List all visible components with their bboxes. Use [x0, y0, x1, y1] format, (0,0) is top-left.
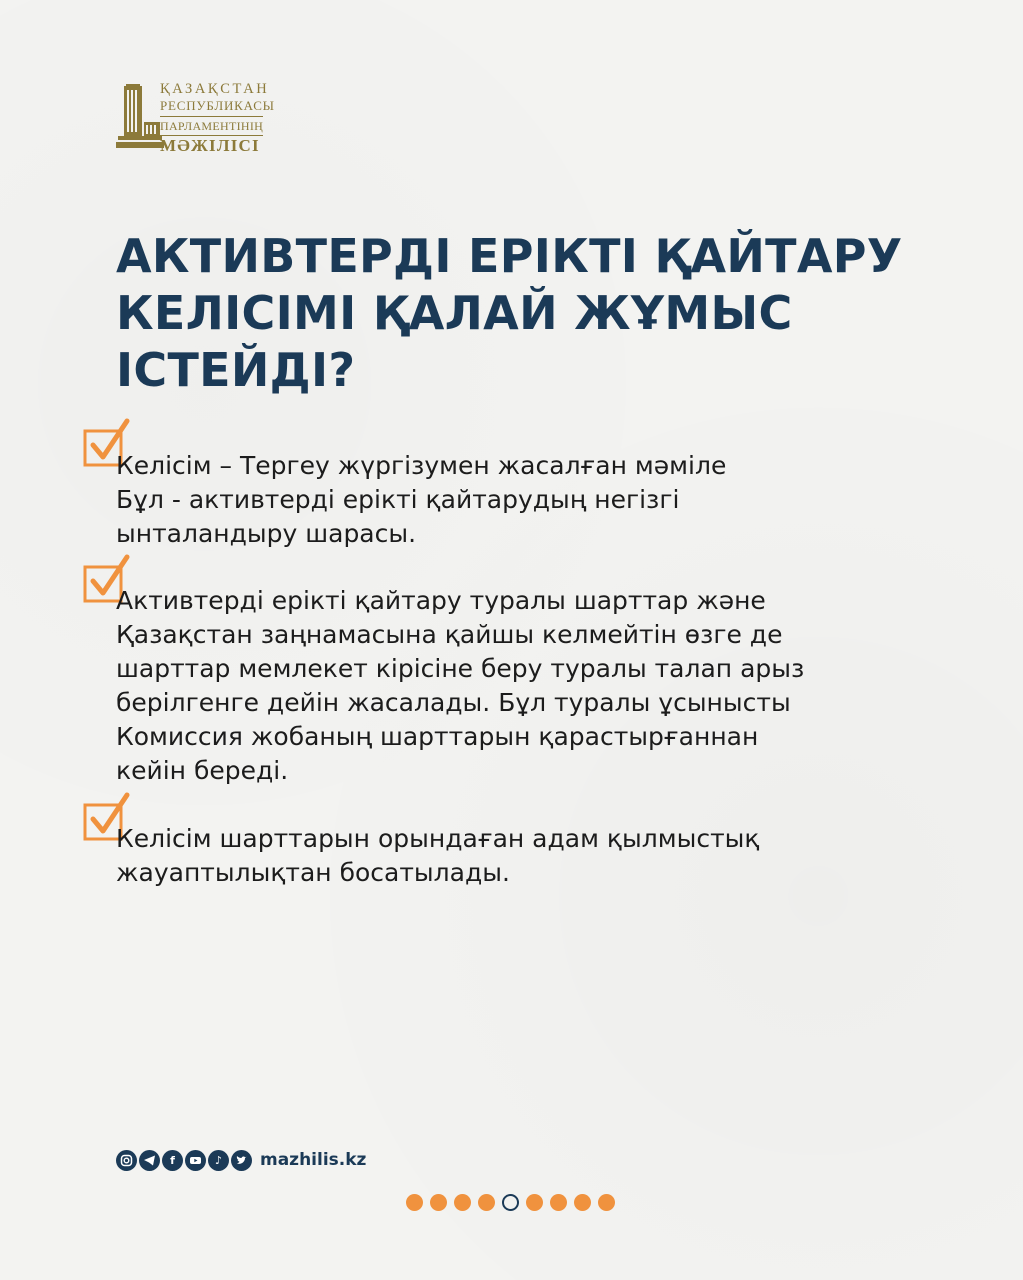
pagination-dot[interactable]: [574, 1194, 591, 1211]
pagination-dot[interactable]: [526, 1194, 543, 1211]
list-item-text: Келісім шарттарын орындаған адам қылмыстық жауаптылықтан босатылады.: [116, 824, 760, 887]
logo-line-kazakhstan: ҚАЗАҚСТАН: [160, 81, 270, 97]
pagination-dots: [406, 1194, 615, 1211]
youtube-icon[interactable]: [185, 1150, 206, 1171]
pagination-dot[interactable]: [406, 1194, 423, 1211]
website-link[interactable]: mazhilis.kz: [260, 1150, 367, 1170]
page-title: АКТИВТЕРДІ ЕРІКТІ ҚАЙТАРУ КЕЛІСІМІ ҚАЛАЙ ЖҰМЫС ІСТЕЙДІ?: [116, 229, 903, 397]
telegram-icon[interactable]: [139, 1150, 160, 1171]
mazhilis-logo: [116, 80, 286, 154]
list-item-text: Активтерді ерікті қайтару туралы шарттар және Қазақстан заңнамасына қайшы келмейтін өзге де шарттар мемлекет кірісіне беру туралы талап арыз берілгенге дейін жасалады. Бұл туралы ұсынысты Комиссия жобаның шарттарын қарастырғаннан кейін береді.: [116, 586, 805, 785]
facebook-icon[interactable]: f: [162, 1150, 183, 1171]
list-item-text: Келісім – Тергеу жүргізумен жасалған мәміле Бұл - активтерді ерікті қайтарудың негізгі ынталандыру шарасы.: [116, 451, 727, 548]
twitter-icon[interactable]: [231, 1150, 252, 1171]
pagination-dot[interactable]: [550, 1194, 567, 1211]
pagination-dot[interactable]: [430, 1194, 447, 1211]
logo-text: [160, 80, 290, 156]
pagination-dot[interactable]: [598, 1194, 615, 1211]
logo-line-republic: РЕСПУБЛИКАСЫ: [160, 98, 275, 113]
instagram-icon[interactable]: [116, 1150, 137, 1171]
parliament-building-icon: [116, 82, 164, 152]
logo-line-parliament: ПАРЛАМЕНТІНІҢ: [160, 116, 263, 136]
tiktok-icon[interactable]: ♪: [208, 1150, 229, 1171]
logo-line-mazhilis: МӘЖІЛІСІ: [160, 136, 260, 155]
pagination-dot[interactable]: [478, 1194, 495, 1211]
social-links: [116, 1148, 366, 1172]
pagination-dot-active[interactable]: [502, 1194, 519, 1211]
pagination-dot[interactable]: [454, 1194, 471, 1211]
